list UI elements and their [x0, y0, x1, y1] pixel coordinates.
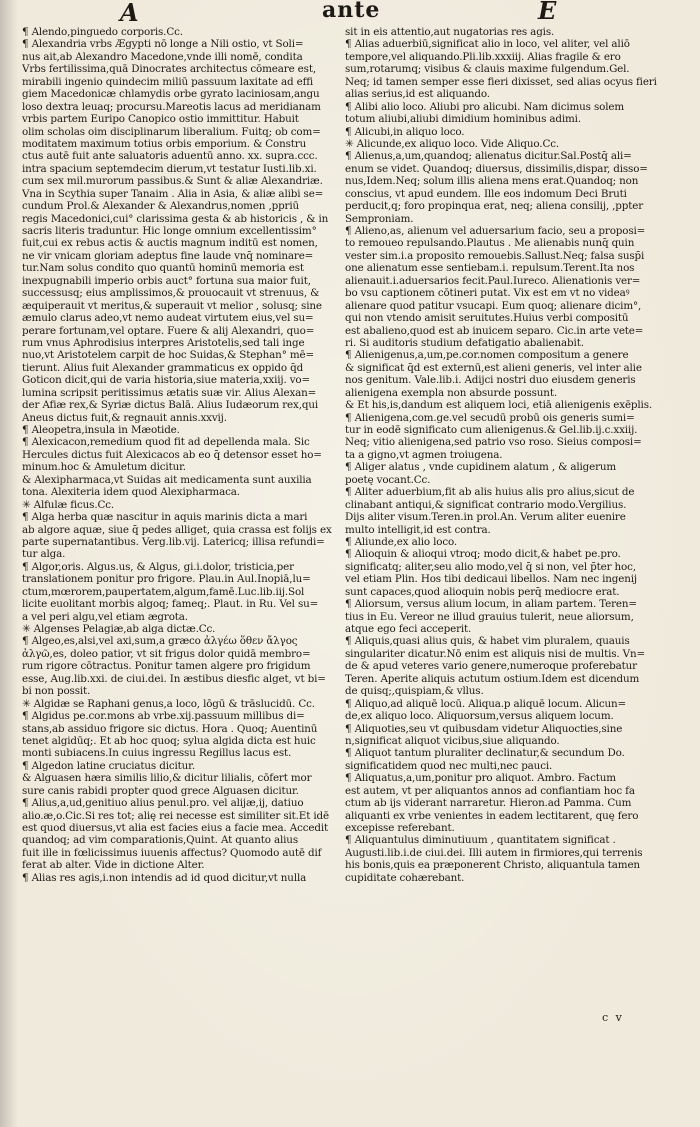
text-line: minum.hoc & Amuletum dicitur. — [22, 461, 186, 474]
text-line: cupiditate cohærebant. — [345, 871, 465, 884]
text-line: perare fortunam,vel optare. Fuere & alij Alexandri, quo= — [22, 324, 315, 337]
text-line: cum sex mil.murorum passibus.& Sunt & aliæ Alexandriæ. — [22, 175, 323, 188]
text-line: ¶ Alicubi,in aliquo loco. — [345, 125, 465, 138]
running-head: ante — [322, 0, 381, 23]
text-line: intra spacium septemdecim dierum,vt testatur Iusti.lib.xi. — [22, 162, 317, 175]
text-line: & significat q̄d est externū,est alieni generis, vel inter alie — [345, 361, 642, 374]
text-line: sunt capaces,quod alioquin nobis perq̄ mediocre erat. — [345, 585, 620, 598]
text-line: Vna in Scythia super Tanaim . Alia in Asia, & aliæ alibi se= — [22, 187, 324, 200]
header-initial-left: A — [120, 0, 139, 27]
text-line: nos genitum. Vale.lib.i. Adijci nostri duo eiusdem generis — [345, 374, 636, 387]
text-line: tur alga. — [22, 548, 66, 561]
text-line: de quisq;,quispiam,& vllus. — [345, 685, 484, 698]
text-line: tius in Eu. Vereor ne illud grauius tulerit, neue aliorsum, — [345, 610, 634, 623]
text-line: ¶ Aliger alatus , vnde cupidinem alatum , & aligerum — [345, 461, 617, 474]
text-line: significatidem quod nec multi,nec pauci. — [345, 759, 553, 772]
text-line: ctum ab ijs viderant narraretur. Hieron.ad Pamma. Cum — [345, 797, 632, 810]
text-line: ri. Si auditoris studium defatigatio abalienabit. — [345, 336, 584, 349]
text-line: nuo,vt Aristotelem carpit de hoc Suidas,& Stephan° mē= — [22, 349, 314, 362]
text-line: vel etiam Plin. Hos tibi dedicaui libellos. Nam nec ingenij — [345, 573, 637, 586]
text-line: inexpugnabili imperio orbis auct° fortuna sua maior fuit, — [22, 274, 311, 287]
text-line: loso dextra leuaq; procursu.Mareotis lacus ad meridianam — [22, 100, 321, 113]
text-line: translationem ponitur pro frigore. Plau.in Aul.Inopiā,lu= — [22, 573, 311, 586]
text-line: ¶ Alienigena,com.ge.vel secudū probū ois generis sumi= — [345, 411, 635, 424]
text-line: Augusti.lib.i.de ciui.dei. Illi autem in firmiores,qui terrenis — [345, 846, 643, 859]
text-line: significatq; aliter,seu alio modo,vel q̄ si non, vel p̄ter hoc, — [345, 560, 636, 573]
text-line: aliquanti ex vrbe venientes in eadem lectitarent, quę fero — [345, 809, 639, 822]
text-line: est quod diuersus,vt alia est facies eius a facie mea. Accedit — [22, 822, 329, 834]
text-line: ¶ Aliquoties,seu vt quibusdam videtur Aliquocties,sine — [345, 722, 623, 735]
text-line: tur.Nam solus condito quo quantū hominū memoria est — [22, 262, 304, 275]
right-column — [345, 26, 679, 884]
text-line: Aneus dictus fuit,& regnauit annis.xxvij. — [22, 411, 227, 424]
text-line: a vel peri algu,vel etiam ægrota. — [22, 610, 188, 623]
text-line: alias serius,id est aliquando. — [345, 88, 490, 101]
text-line: quandoq; ad vim comparationis,Quint. At quanto alius — [22, 834, 298, 847]
text-line: ✳ Algenses Pelagiæ,ab alga dictæ.Cc. — [22, 623, 216, 635]
text-line: poetę vocant.Cc. — [345, 473, 431, 486]
text-line: ✳ Algidæ se Raphani genus,a loco, lōgū & trāslucidū. Cc. — [22, 697, 315, 710]
text-line: sum,rotarumq; visibus & clauis maxime fulgendum.Gel. — [345, 63, 630, 76]
signature-mark: c v — [602, 1011, 624, 1024]
text-line: n,significat aliquot vicibus,siue aliquando. — [345, 734, 560, 747]
text-line: ctum,mœrorem,paupertatem,algum,famē.Luc.lib.iij.Sol — [22, 585, 305, 598]
text-line: ¶ Aliquatus,a,um,ponitur pro aliquot. Ambro. Factum — [345, 772, 616, 785]
text-line: ¶ Algor,oris. Algus.us, & Algus, gi.i.dolor, tristicia,per — [22, 560, 294, 573]
text-line: ¶ Alias res agis,i.non intendis ad id quod dicitur,vt nulla — [22, 871, 307, 884]
text-line: ¶ Aliquis,quasi alius quis, & habet vim pluralem, quauis — [345, 635, 630, 648]
text-line: sacris literis traduntur. Hic longe omnium excellentissim° — [22, 225, 317, 237]
text-line: fuit ille in fœlicissimus iuuenis affectus? Quomodo autē dif — [22, 846, 322, 859]
text-line: alienare quod patitur vsucapi. Eum quoq; alienare dicim°, — [345, 299, 642, 312]
header-initial-right: E — [538, 0, 557, 25]
text-line: rum rigore cōtractus. Ponitur tamen algere pro frigidum — [22, 660, 311, 673]
text-line: olim scholas oim disciplinarum liberalium. Fuitq; ob com= — [22, 125, 321, 138]
text-line: nus,Idem.Neq; solum illis aliena mens erat.Quandoq; non — [345, 175, 639, 188]
text-line: ✳ Alicunde,ex aliquo loco. Vide Aliquo.Cc. — [345, 137, 559, 150]
left-column — [22, 26, 336, 884]
text-line: moditatem maximum totius orbis emporium. & Constru — [22, 137, 307, 150]
text-line: ¶ Alienigenus,a,um,pe.cor.nomen compositum a genere — [345, 349, 629, 362]
text-line: ¶ Aliquot tantum pluraliter declinatur,& secundum Do. — [345, 747, 625, 760]
text-line: ab algore aquæ, siue q̄ pedes alliget, quia crassa est folijs ex — [22, 523, 332, 536]
text-line: clinabant antiqui,& significat contrario modo.Vergilius. — [345, 498, 627, 511]
text-line: ¶ Aliunde,ex alio loco. — [345, 535, 458, 548]
text-line: monti subiacens.In cuius ingressu Regillus lacus est. — [22, 747, 292, 760]
text-line: & Et his,is,dandum est aliquem loci, etiā alienigenis exēplis. — [345, 399, 652, 412]
text-line: rum vnus Aphrodisius interpres Aristotelis,sed tali inge — [22, 336, 305, 349]
text-line: giem Macedonicæ chlamydis orbe gyrato laciniosam,angu — [22, 88, 320, 101]
text-line: bi non possit. — [22, 685, 91, 698]
text-line: vester sim.i.a proposito remouebis.Sallust.Neq; falsa susp̄i — [345, 249, 645, 262]
text-line: ne vir vnicam gloriam adeptus fine laude vnq̄ nominare= — [22, 249, 314, 262]
text-line: ¶ Alienus,a,um,quandoq; alienatus dicitur.Sal.Postq̄ ali= — [345, 150, 632, 163]
text-line: ¶ Alendo,pinguedo corporis.Cc. — [22, 26, 183, 38]
text-line: cundum Prol.& Alexander & Alexandrus,nomen ,ppriū — [22, 200, 300, 213]
text-line: ἀλγῶ,es, doleo patior, vt sit frigus dolor quidā membro= — [22, 647, 311, 660]
text-line: alienauit.i.aduersarios fecit.Paul.Iureco. Alienationis ver= — [345, 274, 641, 287]
text-line: Goticon dicit,qui de varia historia,siue materia,xxiij. vo= — [22, 374, 311, 387]
text-line: totum aliubi,aliubi dimidium hominibus adimi. — [345, 113, 581, 126]
text-line: ¶ Alga herba quæ nascitur in aquis marinis dicta a mari — [22, 511, 308, 524]
text-line: est abalieno,quod est ab inuicem separo. Cic.in arte vete= — [345, 324, 644, 337]
text-line: his bonis,quis ea præponerent Christo, aliquantula tamen — [345, 859, 640, 872]
text-line: licite euolitant morbis algoq; fameq;. Plaut. in Ru. Vel su= — [22, 598, 319, 611]
text-line: de & apud veteres vario genere,numeroque proferebatur — [345, 660, 637, 673]
text-line: Neq; id tamen semper esse fieri dixisset, sed alias ocyus fieri — [345, 75, 657, 88]
text-line: nus ait,ab Alexandro Macedone,vnde illi nomē, condita — [22, 50, 303, 63]
text-line: tona. Alexiteria idem quod Alexipharmaca. — [22, 486, 240, 499]
text-line: ¶ Aliter aduerbium,fit ab alis huius alis pro alius,sicut de — [345, 486, 635, 499]
text-line: tempore,vel aliquando.Pli.lib.xxxiij. Alias fragile & ero — [345, 50, 621, 63]
text-line: ¶ Alexicacon,remedium quod fit ad depellenda mala. Sic — [22, 436, 310, 449]
text-line: parte supernatantibus. Verg.lib.vij. Latericq; illisa refundi= — [22, 535, 325, 548]
text-line: ¶ Algidus pe.cor.mons ab vrbe.xij.passuum millibus di= — [22, 710, 305, 723]
text-line: Dijs aliter visum.Teren.in prol.An. Verum aliter euenire — [345, 511, 626, 524]
text-line: vrbis partem Euripo Canopico ostio immittitur. Habuit — [22, 113, 299, 126]
text-line: ¶ Alias aduerbiū,significat alio in loco, vel aliter, vel aliō — [345, 38, 630, 51]
text-line: atque ego feci acceperit. — [345, 623, 472, 635]
text-line: successusq; eius amplissimos,& prouocauit vt strenuus, & — [22, 287, 320, 300]
text-line: sit in eis attentio,aut nugatorias res agis. — [345, 26, 555, 38]
text-line: ¶ Alius,a,ud,genitiuo alius penul.pro. vel alijæ,ij, datiuo — [22, 797, 304, 810]
text-line: ferat ab alter. Vide in dictione Alter. — [22, 859, 205, 872]
text-line: Semproniam. — [345, 212, 414, 225]
text-line: alio.æ,o.Cic.Si res tot; alię rei necesse est similiter sit.Et idē — [22, 809, 329, 822]
text-line: æmulo clarus adeo,vt nemo audeat virtutem eius,vel su= — [22, 312, 314, 325]
text-line: ¶ Algeo,es,alsi,vel axi,sum,a græco ἀλγέω ὅθεν ἄλγος — [22, 635, 298, 648]
text-line: est autem, vt per aliquantos annos ad confiantiam hoc fa — [345, 784, 635, 797]
text-line: ¶ Alexandria vrbs Ægypti nō longe a Nili ostio, vt Soli= — [22, 38, 304, 51]
text-line: ctus autē fuit ante saluatoris aduentū anno. xx. supra.ccc. — [22, 150, 318, 163]
text-line: Neq; vitio alienigena,sed patrio vso roso. Sieius composi= — [345, 436, 642, 449]
text-line: ¶ Alibi alio loco. Aliubi pro alicubi. Nam dicimus solem — [345, 100, 624, 113]
text-line: excepisse referebant. — [345, 822, 455, 834]
text-line: ¶ Aliorsum, versus alium locum, in aliam partem. Teren= — [345, 598, 637, 611]
text-line: ta a gigno,vt agmen troiugena. — [345, 448, 503, 461]
text-line: singulariter dicatur.Nō enim est aliquis nisi de multis. Vn= — [345, 647, 646, 660]
text-line: bo vsu captionem cōtineri putat. Vix est em vt no videaꝰ — [345, 287, 630, 300]
text-line: enum se videt. Quandoq; diuersus, dissimilis,dispar, disso= — [345, 162, 648, 175]
text-line: ¶ Aleopetra,insula in Mæotide. — [22, 424, 180, 436]
text-line: tierunt. Alius fuit Alexander grammaticus ex oppido q̄d — [22, 361, 304, 374]
text-line: perducit,q; foro propinqua erat, neq; aliena consilij, ,ppter — [345, 200, 644, 213]
text-line: Teren. Aperite aliquis actutum ostium.Idem est dicendum — [345, 672, 640, 685]
text-line: sure canis rabidi propter quod grece Alguasen dicitur. — [22, 784, 299, 797]
text-line: to remoueo repulsando.Plautus . Me alienabis nunq̄ quin — [345, 237, 635, 250]
text-line: esse, Aug.lib.xxi. de ciui.dei. In æstibus diesfic alget, vt bi= — [22, 672, 326, 685]
text-line: ¶ Alioquin & alioqui vtroq; modo dicit,& habet pe.pro. — [345, 548, 621, 561]
text-line: tenet algidūq;. Et ab hoc quoq; sylua algida dicta est huic — [22, 734, 316, 747]
text-line: ¶ Algedon latine cruciatus dicitur. — [22, 759, 195, 772]
text-line: conscius, vt apud eundem. Ille eos indomum Deci Bruti — [345, 187, 627, 200]
text-line: one alienatum esse sentiebam.i. repulsum.Terent.Ita nos — [345, 262, 635, 275]
binding-shadow — [0, 0, 18, 1127]
text-line: & Alguasen hæra similis lilio,& dicitur lilialis, cōfert mor — [22, 772, 312, 785]
text-line: multo intelligit,id est contra. — [345, 523, 491, 536]
text-line: & Alexipharmaca,vt Suidas ait medicamenta sunt auxilia — [22, 473, 312, 486]
text-line: de,ex aliquo loco. Aliquorsum,versus aliquem locum. — [345, 710, 614, 723]
text-line: fuit,cui ex rebus actis & auctis magnum inditū est nomen, — [22, 237, 318, 250]
text-line: Hercules dictus fuit Alexicacos ab eo q̄ detensor esset ho= — [22, 448, 322, 461]
text-line: Vrbs fertilissima,quā Dinocrates architectus cōmeare est, — [22, 63, 316, 76]
text-line: ¶ Aliquantulus diminutiuum , quantitatem significat . — [345, 834, 616, 847]
text-line: alienigena exempla non absurde possunt. — [345, 386, 557, 399]
text-line: ✳ Alfulæ ficus.Cc. — [22, 498, 115, 511]
text-line: regis Macedonici,cui° clarissima gesta & ab historicis , & in — [22, 212, 329, 225]
text-line: tur in eodē significato cum alienigenus.& Gel.lib.ij.c.xxiij. — [345, 424, 638, 436]
text-line: stans,ab assiduo frigore sic dictus. Hora . Quoq; Auentinū — [22, 722, 318, 735]
text-line: qui non vtendo amisit seruitutes.Huius verbi compositū — [345, 312, 629, 325]
text-line: der Afiæ rex,& Syriæ dictus Balā. Alius Iudæorum rex,qui — [22, 399, 318, 412]
running-header — [0, 0, 700, 27]
text-line: æquiperauit vt meritus,& superauit vt melior , solusq; sine — [22, 299, 322, 312]
text-line: mirabili ingenio quindecim miliū passuum laxitate ad effi — [22, 75, 314, 88]
text-line: lumina scripsit peritissimus ætatis suæ vir. Alius Alexan= — [22, 386, 317, 399]
text-line: ¶ Aliquo,ad aliquē locū. Aliqua.p aliquē locum. Alicun= — [345, 697, 627, 710]
text-line: ¶ Alieno,as, alienum vel aduersarium facio, seu a proposi= — [345, 225, 646, 237]
